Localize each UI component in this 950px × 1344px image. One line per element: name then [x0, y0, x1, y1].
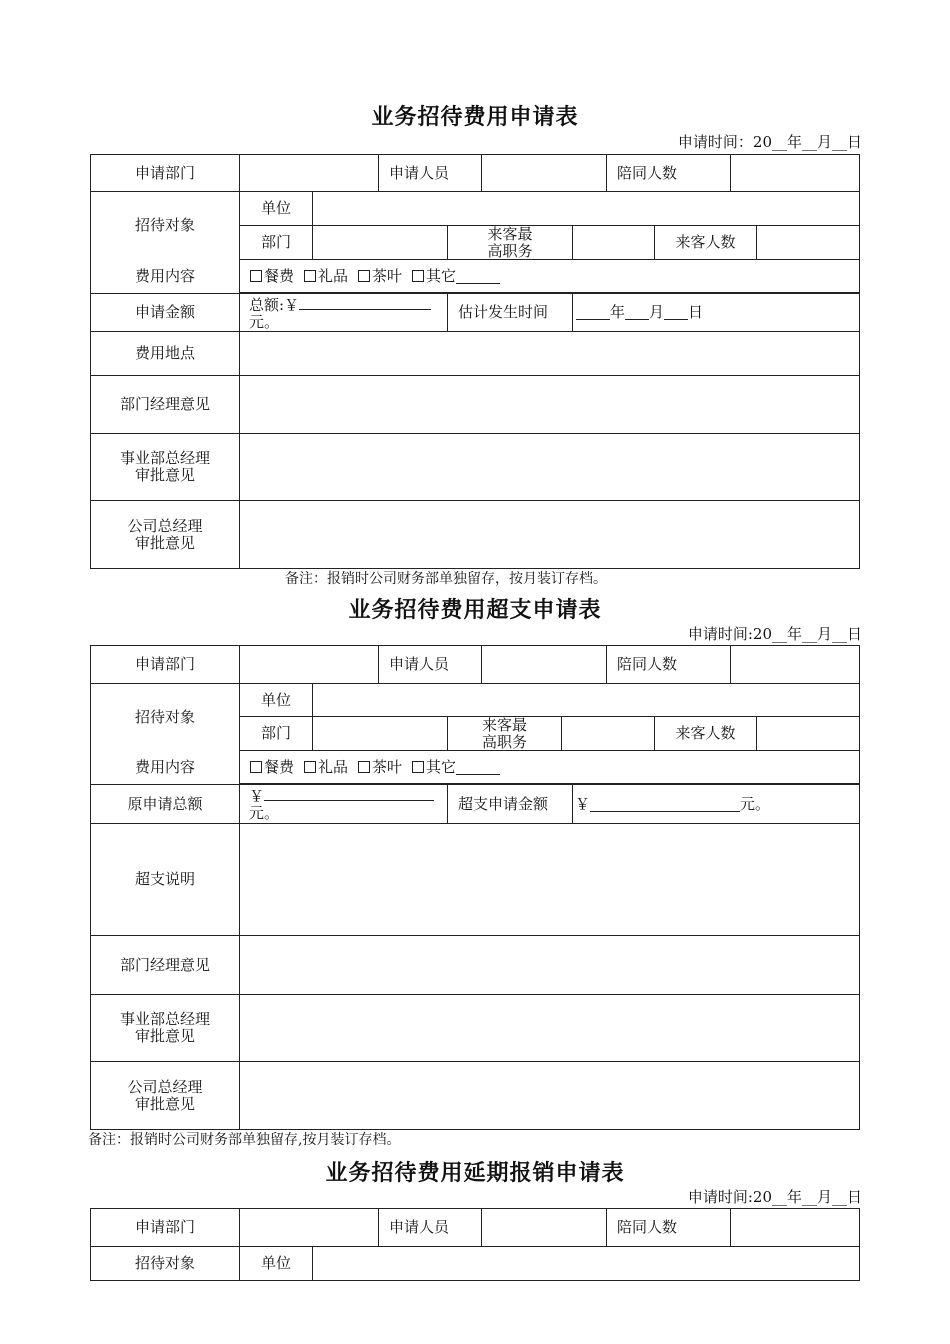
- other-blank[interactable]: [456, 760, 500, 775]
- form2-orig-total-blank[interactable]: [264, 786, 434, 801]
- form2-guest-target-label: 招待对象: [134, 707, 195, 726]
- form3-companions-field[interactable]: [731, 1209, 859, 1246]
- form3-title: 业务招待费用延期报销申请表: [325, 1161, 625, 1186]
- form1-other-checkbox[interactable]: [412, 268, 500, 285]
- other-label: 其它: [426, 757, 457, 776]
- form2-yen: ￥: [249, 787, 265, 805]
- form1-gift-checkbox[interactable]: [304, 268, 348, 285]
- tea-label: 茶叶: [372, 266, 403, 285]
- form2-date-line: 申请时间:20__年__月__日: [687, 625, 862, 643]
- form1-company-gm-label: [91, 501, 239, 568]
- gift-label: 礼品: [318, 266, 349, 285]
- form2-over-yen: ￥: [575, 794, 591, 813]
- checkbox-icon: [412, 761, 424, 773]
- form2-department-field[interactable]: [313, 717, 447, 750]
- form1-place-field[interactable]: [240, 332, 859, 375]
- checkbox-icon: [250, 761, 262, 773]
- form2-title: 业务招待费用超支申请表: [348, 598, 602, 623]
- form1-place-label: 费用地点: [134, 344, 195, 362]
- form2-applicant-label: 申请人员: [389, 655, 450, 673]
- form2-meal-checkbox[interactable]: [250, 759, 294, 776]
- month-label: 月: [649, 303, 665, 321]
- form3-companions-label: 陪同人数: [617, 1218, 678, 1236]
- form1-amount-label: 申请金额: [134, 303, 195, 321]
- form2-orig-total-field[interactable]: [240, 785, 447, 823]
- checkbox-icon: [304, 270, 316, 282]
- form3-applicant-label: 申请人员: [389, 1218, 450, 1236]
- form3-dept-label: 申请部门: [134, 1218, 195, 1236]
- form1-date-line: 申请时间：20__年__月__日: [677, 133, 862, 151]
- other-label: 其它: [426, 266, 457, 285]
- gift-label: 礼品: [318, 757, 349, 776]
- checkbox-icon: [358, 761, 370, 773]
- form1-bu-gm-line1: 事业部总经理: [119, 449, 210, 467]
- form1-unit-label: 单位: [260, 199, 291, 217]
- month-blank[interactable]: [625, 305, 649, 320]
- other-blank[interactable]: [456, 269, 500, 284]
- year-label: 年: [610, 303, 626, 321]
- form1-guest-count-label: 来客人数: [675, 233, 736, 251]
- form2-guest-top-title-line1: 来客最: [481, 715, 527, 734]
- meal-label: 餐费: [264, 757, 295, 776]
- tea-label: 茶叶: [372, 757, 403, 776]
- form1-amount-field[interactable]: [240, 294, 447, 331]
- form3-unit-label: 单位: [260, 1254, 291, 1272]
- form1-guest-top-title-line2: 高职务: [487, 241, 533, 260]
- form2-over-amount-field[interactable]: [573, 785, 859, 823]
- form1-note: 备注：报销时公司财务部单独留存，按月装订存档。: [285, 571, 607, 587]
- form1-expense-options: [240, 260, 859, 292]
- form3-dept-field[interactable]: [240, 1209, 378, 1246]
- form2-other-checkbox[interactable]: [412, 759, 500, 776]
- form2-over-desc-label: 超支说明: [134, 870, 195, 888]
- form2-dept-manager-label: 部门经理意见: [119, 955, 210, 974]
- form2-gift-checkbox[interactable]: [304, 759, 348, 776]
- form1-unit-field[interactable]: [313, 192, 859, 225]
- checkbox-icon: [412, 270, 424, 282]
- form1-guest-top-title-label: [448, 226, 572, 259]
- form2-guest-top-title-label: [448, 717, 561, 750]
- form1-expense-content-label: 费用内容: [134, 266, 195, 285]
- form2-department-label: 部门: [260, 724, 291, 742]
- form3-applicant-field[interactable]: [482, 1209, 606, 1246]
- form2-tea-checkbox[interactable]: [358, 759, 402, 776]
- form1-bu-gm-line2: 审批意见: [134, 466, 195, 484]
- form2-dept-label: 申请部门: [134, 655, 195, 673]
- form1-est-time-field[interactable]: [573, 294, 859, 331]
- form1-dept-manager-label: 部门经理意见: [119, 395, 210, 413]
- form2-yuan: 元。: [249, 804, 280, 822]
- form1-bu-gm-label: [91, 434, 239, 500]
- form2-company-gm-label: [91, 1062, 239, 1129]
- form1-dept-field[interactable]: [240, 155, 378, 191]
- form1-tea-checkbox[interactable]: [358, 268, 402, 285]
- form2-guest-count-field[interactable]: [757, 717, 859, 750]
- form2-unit-label: 单位: [260, 690, 291, 709]
- form2-expense-options: [240, 751, 859, 783]
- form1-yuan: 元。: [249, 312, 280, 331]
- form1-title: 业务招待费用申请表: [371, 105, 579, 130]
- form2-orig-total-label: 原申请总额: [127, 794, 203, 813]
- form2-applicant-field[interactable]: [482, 646, 606, 683]
- form1-companions-label: 陪同人数: [617, 163, 678, 182]
- checkbox-icon: [358, 270, 370, 282]
- day-label: 日: [688, 303, 704, 321]
- form2-dept-manager-field[interactable]: [240, 936, 859, 994]
- form1-company-gm-line1: 公司总经理: [127, 516, 203, 535]
- meal-label: 餐费: [264, 266, 295, 285]
- form2-companions-label: 陪同人数: [617, 655, 678, 673]
- form2-note: 备注：报销时公司财务部单独留存,按月装订存档。: [88, 1132, 401, 1148]
- form1-company-gm-field[interactable]: [240, 501, 859, 568]
- form2-companions-field[interactable]: [731, 646, 859, 683]
- form1-dept-label: 申请部门: [134, 163, 195, 182]
- form2-company-gm-line1: 公司总经理: [127, 1077, 203, 1096]
- form2-dept-field[interactable]: [240, 646, 378, 683]
- form3-unit-field[interactable]: [313, 1247, 859, 1280]
- form1-est-time-label: 估计发生时间: [458, 303, 549, 321]
- form3-date-line: 申请时间:20__年__月__日: [687, 1188, 862, 1206]
- form2-bu-gm-field[interactable]: [240, 995, 859, 1061]
- form2-over-amount-label: 超支申请金额: [458, 794, 549, 813]
- form2-company-gm-line2: 审批意见: [134, 1094, 195, 1113]
- checkbox-icon: [250, 270, 262, 282]
- form2-company-gm-field[interactable]: [240, 1062, 859, 1129]
- form3-guest-target-label: 招待对象: [134, 1254, 195, 1272]
- form1-total-prefix: 总额:￥: [249, 295, 300, 314]
- form1-meal-checkbox[interactable]: [250, 268, 294, 285]
- form2-guest-top-title-field[interactable]: [562, 717, 654, 750]
- form1-guest-top-title-line1: 来客最: [487, 224, 533, 243]
- form1-guest-top-title-field[interactable]: [573, 226, 654, 259]
- form1-guest-target-label: 招待对象: [134, 215, 195, 234]
- form2-unit-field[interactable]: [313, 684, 859, 716]
- form1-department-field[interactable]: [313, 226, 447, 259]
- form2-bu-gm-line2: 审批意见: [134, 1027, 195, 1045]
- form2-over-yuan: 元。: [740, 794, 771, 813]
- day-blank[interactable]: [664, 305, 688, 320]
- form1-companions-field[interactable]: [731, 155, 859, 191]
- form2-expense-content-label: 费用内容: [134, 757, 195, 776]
- form1-company-gm-line2: 审批意见: [134, 533, 195, 552]
- form2-guest-top-title-line2: 高职务: [481, 732, 527, 751]
- form1-applicant-label: 申请人员: [389, 163, 450, 182]
- form2-over-desc-field[interactable]: [240, 824, 859, 935]
- form1-total-blank[interactable]: [299, 295, 431, 310]
- year-blank[interactable]: [576, 305, 610, 320]
- form2-bu-gm-label: [91, 995, 239, 1061]
- checkbox-icon: [304, 761, 316, 773]
- form2-over-blank[interactable]: [590, 797, 740, 812]
- form1-bu-gm-field[interactable]: [240, 434, 859, 500]
- form1-guest-count-field[interactable]: [757, 226, 859, 259]
- form2-bu-gm-line1: 事业部总经理: [119, 1010, 210, 1028]
- form2-guest-count-label: 来客人数: [675, 724, 736, 742]
- form1-applicant-field[interactable]: [482, 155, 606, 191]
- form1-dept-manager-field[interactable]: [240, 376, 859, 433]
- form1-department-label: 部门: [260, 233, 291, 251]
